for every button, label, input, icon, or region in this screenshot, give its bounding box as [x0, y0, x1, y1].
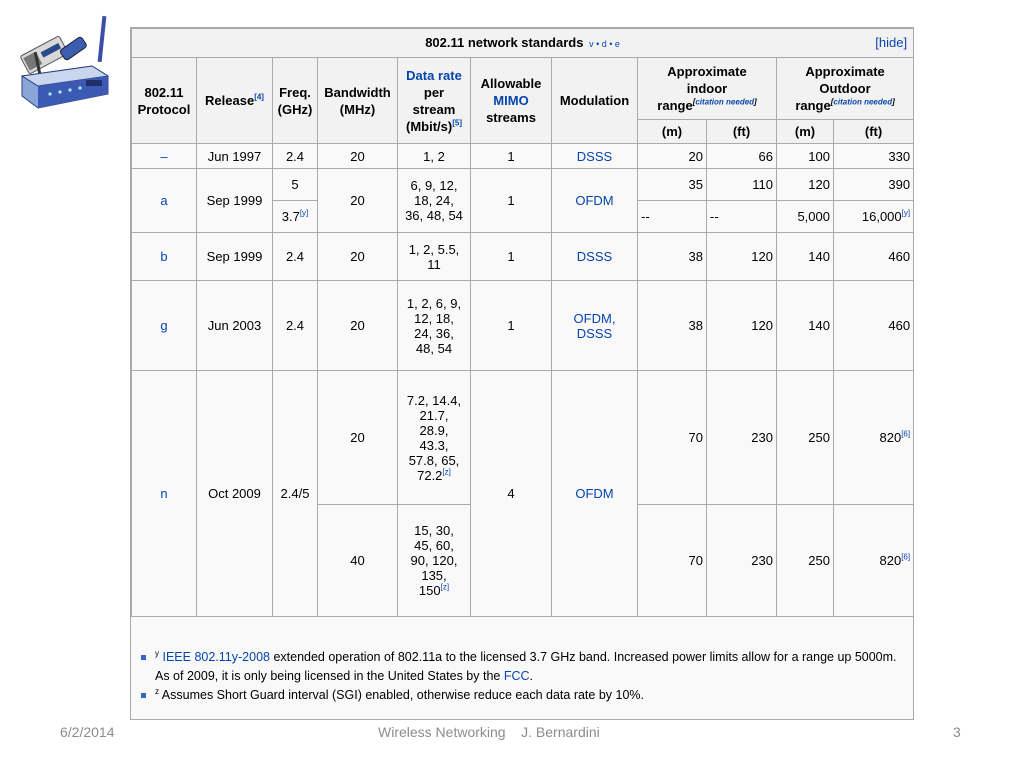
indoor-m-cell: 38 — [638, 281, 707, 371]
hide-link-label[interactable]: [hide] — [875, 35, 908, 50]
header-release: Release[4] — [197, 58, 273, 144]
rate-cell: 1, 2, 5.5, 11 — [398, 233, 471, 281]
footer-page-number: 3 — [953, 724, 961, 740]
footer-title: Wireless Networking J. Bernardini — [378, 724, 600, 740]
unit-indoor-m: (m) — [638, 120, 707, 144]
outdoor-m-cell: 5,000 — [777, 201, 834, 233]
table-row — [132, 169, 914, 201]
note-z-mark: z — [155, 686, 159, 696]
indoor-ft-cell: 66 — [707, 144, 777, 169]
freq-cell: 2.4 — [273, 281, 318, 371]
header-modulation: Modulation — [552, 58, 638, 144]
protocol-cell[interactable]: n — [132, 371, 197, 617]
table-row — [132, 233, 914, 281]
outdoor-ft-cell: 460 — [834, 281, 914, 371]
release-cell: Jun 2003 — [197, 281, 273, 371]
header-freq: Freq. (GHz) — [273, 58, 318, 144]
protocol-cell[interactable]: a — [132, 169, 197, 233]
release-cell: Sep 1999 — [197, 169, 273, 233]
note-y-mark: y — [155, 648, 159, 658]
table-row — [132, 144, 914, 169]
modulation-cell[interactable]: OFDM — [552, 169, 638, 233]
bandwidth-cell: 20 — [318, 281, 398, 371]
hide-link[interactable] — [875, 34, 907, 51]
indoor-m-cell: 20 — [638, 144, 707, 169]
indoor-ft-cell: 230 — [707, 505, 777, 617]
freq-cell: 2.4/5 — [273, 371, 318, 617]
outdoor-m-cell: 140 — [777, 281, 834, 371]
rate-cell: 6, 9, 12, 18, 24, 36, 48, 54 — [398, 169, 471, 233]
table-row — [132, 281, 914, 371]
outdoor-m-cell: 120 — [777, 169, 834, 201]
bandwidth-cell: 20 — [318, 233, 398, 281]
mimo-link[interactable]: MIMO — [493, 93, 529, 108]
release-cell: Oct 2009 — [197, 371, 273, 617]
modulation-cell[interactable]: OFDM — [552, 371, 638, 617]
header-data-rate: Data rate per stream (Mbit/s)[5] — [398, 58, 471, 144]
indoor-ft-cell: 110 — [707, 169, 777, 201]
wireless-router-icon — [16, 14, 112, 114]
note-y-text: extended operation of 802.11a to the licensed 3.7 GHz band. Increased power limits allow for a range up 5000m. As of 2009, it is only being licensed in the United States by the — [155, 650, 897, 683]
modulation-cell[interactable]: DSSS — [552, 144, 638, 169]
outdoor-ft-cell: 820[6] — [834, 505, 914, 617]
header-protocol: 802.11 Protocol — [132, 58, 197, 144]
standards-table — [131, 28, 914, 617]
citation-needed-indoor[interactable]: citation needed — [695, 97, 755, 107]
table-notes — [137, 648, 907, 705]
footer-date: 6/2/2014 — [60, 724, 115, 740]
outdoor-m-cell: 100 — [777, 144, 834, 169]
indoor-m-cell: 38 — [638, 233, 707, 281]
bandwidth-cell: 20 — [318, 371, 398, 505]
bandwidth-cell: 20 — [318, 144, 398, 169]
freq-cell: 3.7[y] — [273, 201, 318, 233]
header-indoor-range: Approximate indoor range[citation needed] — [638, 58, 777, 120]
mimo-cell: 1 — [471, 144, 552, 169]
data-rate-link[interactable]: Data rate — [406, 67, 462, 83]
fcc-link[interactable]: FCC — [503, 669, 530, 683]
rate-ref[interactable]: [z] — [440, 582, 450, 592]
rate-ref[interactable]: [z] — [442, 467, 451, 477]
unit-indoor-ft: (ft) — [707, 120, 777, 144]
citation-needed-outdoor[interactable]: citation needed — [833, 97, 893, 107]
note-z — [137, 686, 907, 705]
mimo-cell: 1 — [471, 169, 552, 233]
datarate-ref[interactable]: [5] — [452, 118, 462, 128]
bullet-icon — [141, 693, 146, 698]
outdoor-ft-ref[interactable]: [6] — [901, 429, 911, 439]
rate-cell: 1, 2, 6, 9, 12, 18, 24, 36, 48, 54 — [398, 281, 471, 371]
rate-cell: 1, 2 — [398, 144, 471, 169]
outdoor-m-cell: 140 — [777, 233, 834, 281]
protocol-cell[interactable]: b — [132, 233, 197, 281]
outdoor-ft-ref[interactable]: [y] — [901, 208, 911, 218]
indoor-ft-cell: 230 — [707, 371, 777, 505]
protocol-cell[interactable]: – — [132, 144, 197, 169]
header-mimo: Allowable MIMO streams — [471, 58, 552, 144]
indoor-m-cell: 70 — [638, 505, 707, 617]
unit-outdoor-m: (m) — [777, 120, 834, 144]
indoor-m-cell: -- — [638, 201, 707, 233]
release-cell: Sep 1999 — [197, 233, 273, 281]
mimo-cell: 1 — [471, 233, 552, 281]
outdoor-m-cell: 250 — [777, 505, 834, 617]
vde-links[interactable]: v • d • e — [589, 38, 620, 49]
indoor-ft-cell: -- — [707, 201, 777, 233]
outdoor-ft-cell: 16,000[y] — [834, 201, 914, 233]
rate-cell: 15, 30, 45, 60, 90, 120, 135, 150[z] — [398, 505, 471, 617]
bandwidth-cell: 20 — [318, 169, 398, 233]
release-ref[interactable]: [4] — [254, 92, 264, 102]
indoor-m-cell: 70 — [638, 371, 707, 505]
bullet-icon — [141, 655, 146, 660]
freq-cell: 2.4 — [273, 233, 318, 281]
unit-outdoor-ft: (ft) — [834, 120, 914, 144]
outdoor-m-cell: 250 — [777, 371, 834, 505]
indoor-m-cell: 35 — [638, 169, 707, 201]
table-row — [132, 371, 914, 505]
ieee-802-11y-link[interactable]: IEEE 802.11y-2008 — [162, 650, 270, 664]
table-caption — [132, 29, 914, 58]
header-outdoor-range: Approximate Outdoor range[citation needed] — [777, 58, 914, 120]
outdoor-ft-cell: 390 — [834, 169, 914, 201]
modulation-cell[interactable]: DSSS — [552, 233, 638, 281]
outdoor-ft-cell: 820[6] — [834, 371, 914, 505]
release-cell: Jun 1997 — [197, 144, 273, 169]
outdoor-ft-ref[interactable]: [6] — [901, 552, 911, 562]
modulation-cell[interactable]: OFDM, DSSS — [552, 281, 638, 371]
wikitable-802-11-standards — [130, 27, 914, 720]
bandwidth-cell: 40 — [318, 505, 398, 617]
table-title: 802.11 network standards — [425, 34, 584, 50]
caption-row — [132, 29, 914, 58]
outdoor-ft-cell: 330 — [834, 144, 914, 169]
freq-ref[interactable]: [y] — [299, 208, 309, 218]
note-y: $^y$ IEEE 802.11y-2008 extended operation of 802.11a to the licensed 3.7 GHz band. Increased power limits allow for a range up 5000m. As of 2009, it is only being licensed in the United States by the FCC. — [137, 648, 907, 686]
indoor-ft-cell: 120 — [707, 281, 777, 371]
indoor-ft-cell: 120 — [707, 233, 777, 281]
freq-cell: 2.4 — [273, 144, 318, 169]
header-row — [132, 58, 914, 120]
rate-cell: 7.2, 14.4, 21.7, 28.9, 43.3, 57.8, 65, 72.2[z] — [398, 371, 471, 505]
header-bandwidth: Bandwidth (MHz) — [318, 58, 398, 144]
note-z-text: Assumes Short Guard interval (SGI) enabled, otherwise reduce each data rate by 10%. — [161, 688, 644, 702]
freq-cell: 5 — [273, 169, 318, 201]
outdoor-ft-cell: 460 — [834, 233, 914, 281]
mimo-cell: 4 — [471, 371, 552, 617]
mimo-cell: 1 — [471, 281, 552, 371]
protocol-cell[interactable]: g — [132, 281, 197, 371]
